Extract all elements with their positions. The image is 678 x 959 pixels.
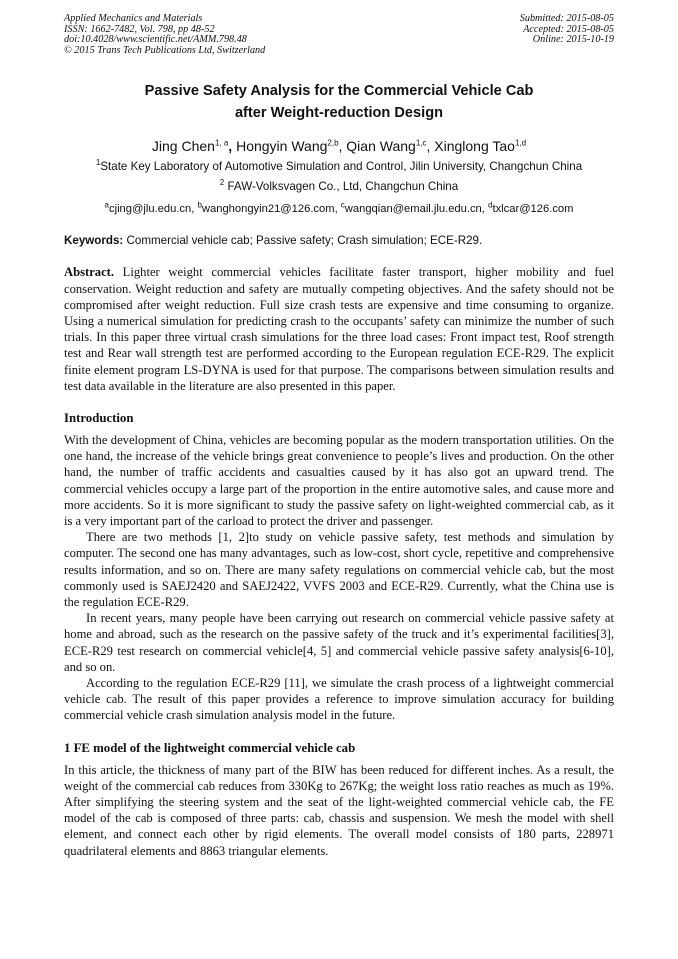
author-affiliation-mark: 1,c [415, 138, 427, 148]
journal-info [64, 14, 265, 56]
paper-title [64, 80, 614, 124]
keywords-text: Commercial vehicle cab; Passive safety; Crash simulation; ECE-R29. [126, 234, 483, 248]
keywords-label: Keywords [64, 234, 120, 248]
abstract [64, 264, 614, 394]
author-affiliation-mark: 1,d [514, 138, 527, 148]
email-mark: b [197, 200, 202, 210]
author-separator: , [426, 138, 435, 155]
email-mark: c [340, 200, 345, 210]
affiliation-text: State Key Laboratory of Automotive Simulation and Control, Jilin University, Changchun China [100, 160, 583, 174]
introduction-body [64, 432, 614, 724]
online-date: Online: 2015-10-19 [532, 34, 614, 46]
affiliation-text: FAW-Volksvagen Co., Ltd, Changchun China [224, 180, 459, 194]
affiliation-2 [64, 180, 614, 194]
author-separator: , [338, 138, 347, 155]
section-heading-introduction: Introduction [64, 411, 134, 425]
submitted-date: Submitted: 2015-08-05 [519, 13, 614, 24]
author-affiliation-mark: 2,b [327, 138, 339, 148]
author-emails [64, 202, 614, 216]
journal-header [64, 14, 614, 56]
author-name: Xinglong Tao [434, 138, 515, 155]
affiliation-mark: 2 [219, 178, 225, 188]
email-address: txlcar@126.com [492, 203, 574, 216]
paper-title-line-2: after Weight-reduction Design [234, 105, 444, 122]
journal-copyright: © 2015 Trans Tech Publications Ltd, Switzerland [64, 44, 266, 56]
paragraph: In recent years, many people have been carrying out research on commercial vehicle passive safety at home and abroad, such as the research on the passive safety of the truck and it’s experimental facilities[3], ECE-R29 test research on commercial vehicle[4, 5] and commercial vehicle passive safety analysis[6-10], and so on. [64, 611, 614, 674]
email-address: cjing@jlu.edu.cn, [108, 203, 198, 216]
author-name: Hongyin Wang [236, 138, 328, 155]
email-address: wanghongyin21@126.com, [201, 203, 341, 216]
journal-doi: doi:10.4028/www.scientific.net/AMM.798.48 [64, 34, 247, 46]
accepted-date: Accepted: 2015-08-05 [523, 23, 614, 35]
journal-issn: ISSN: 1662-7482, Vol. 798, pp 48-52 [64, 23, 215, 35]
email-mark: d [488, 200, 493, 210]
author-affiliation-mark: 1, a [214, 138, 229, 148]
paragraph: According to the regulation ECE-R29 [11], we simulate the crash process of a lightweight commercial vehicle cab. The result of this paper provides a reference to improve simulation accuracy for building commercial vehicle crash simulation analysis model in the future. [64, 676, 614, 723]
paper-title-line-1: Passive Safety Analysis for the Commercial Vehicle Cab [144, 83, 534, 100]
affiliation-1 [64, 160, 614, 174]
keywords [64, 234, 614, 248]
paragraph: There are two methods [1, 2]to study on vehicle passive safety, test methods and simulation by computer. The second one has many advantages, such as low-cost, short cycle, repetitive and comprehensive results information, and so on. There are many safety regulations on commercial vehicle cab, but the most commonly used is SAEJ2420 and SAEJ2422, VVFS 2003 and ECE-R29. Currently, what the China use is the regulation ECE-R29. [64, 530, 614, 610]
author-name: Qian Wang [346, 138, 416, 155]
abstract-label: Abstract. [64, 265, 115, 280]
submission-dates [520, 14, 614, 56]
email-address: wangqian@email.jlu.edu.cn, [344, 203, 489, 216]
email-mark: a [104, 200, 109, 210]
paragraph: With the development of China, vehicles are becoming popular as the modern transportation utilities. On the one hand, the increase of the vehicle brings great convenience to people’s lives and production. On the other hand, the number of traffic accidents and casualties caused by it has also got an upward trend. The commercial vehicles occupy a large part of the proportion in the entire automotive sales, and cause more and more accidents. So it is more significant to study the passive safety on light-weighted commercial cab, as it is a very important part of the carload to protect the driver and passenger. [64, 433, 614, 529]
fe-model-body [64, 762, 614, 859]
keywords-colon: : [119, 234, 124, 248]
abstract-text: Lighter weight commercial vehicles facilitate faster transport, higher mobility and fuel conservation. Weight reduction and safety are mutually competing objectives. And the safety should not be compromised after weight reduction. Full size crash tests are expensive and time consuming to organize. Using a numerical simulation for predicting crash to the occupants’ safety can minimize the number of such trials. In this paper three virtual crash simulations for the three load cases: Front impact test, Roof strength test and Rear wall strength test are performed according to the European regulation ECE-R29. The explicit finite element program LS-DYNA is used for that purpose. The comparisons between simulation results and test data available in the literature are also presented in this paper. [64, 265, 614, 393]
affiliation-mark: 1 [95, 158, 101, 168]
author-list [64, 137, 614, 155]
journal-name: Applied Mechanics and Materials [64, 13, 203, 24]
author-separator: , [228, 138, 237, 155]
paragraph: In this article, the thickness of many part of the BIW has been reduced for different inches. As a result, the weight of the commercial cab reduces from 330Kg to 267Kg; the weight loss ratio reaches as much as 19%. After simplifying the steering system and the seat of the light-weighted commercial vehicle cab, the FE model of the cab is composed of three parts: cab, chassis and suspension. We mesh the model with shell element, and connect each other by rigid elements. The overall model consists of 180 parts, 228971 quadrilateral elements and 8863 triangular elements. [64, 762, 614, 858]
section-heading-fe-model: 1 FE model of the lightweight commercial vehicle cab [64, 740, 356, 755]
author-name: Jing Chen [151, 138, 215, 155]
